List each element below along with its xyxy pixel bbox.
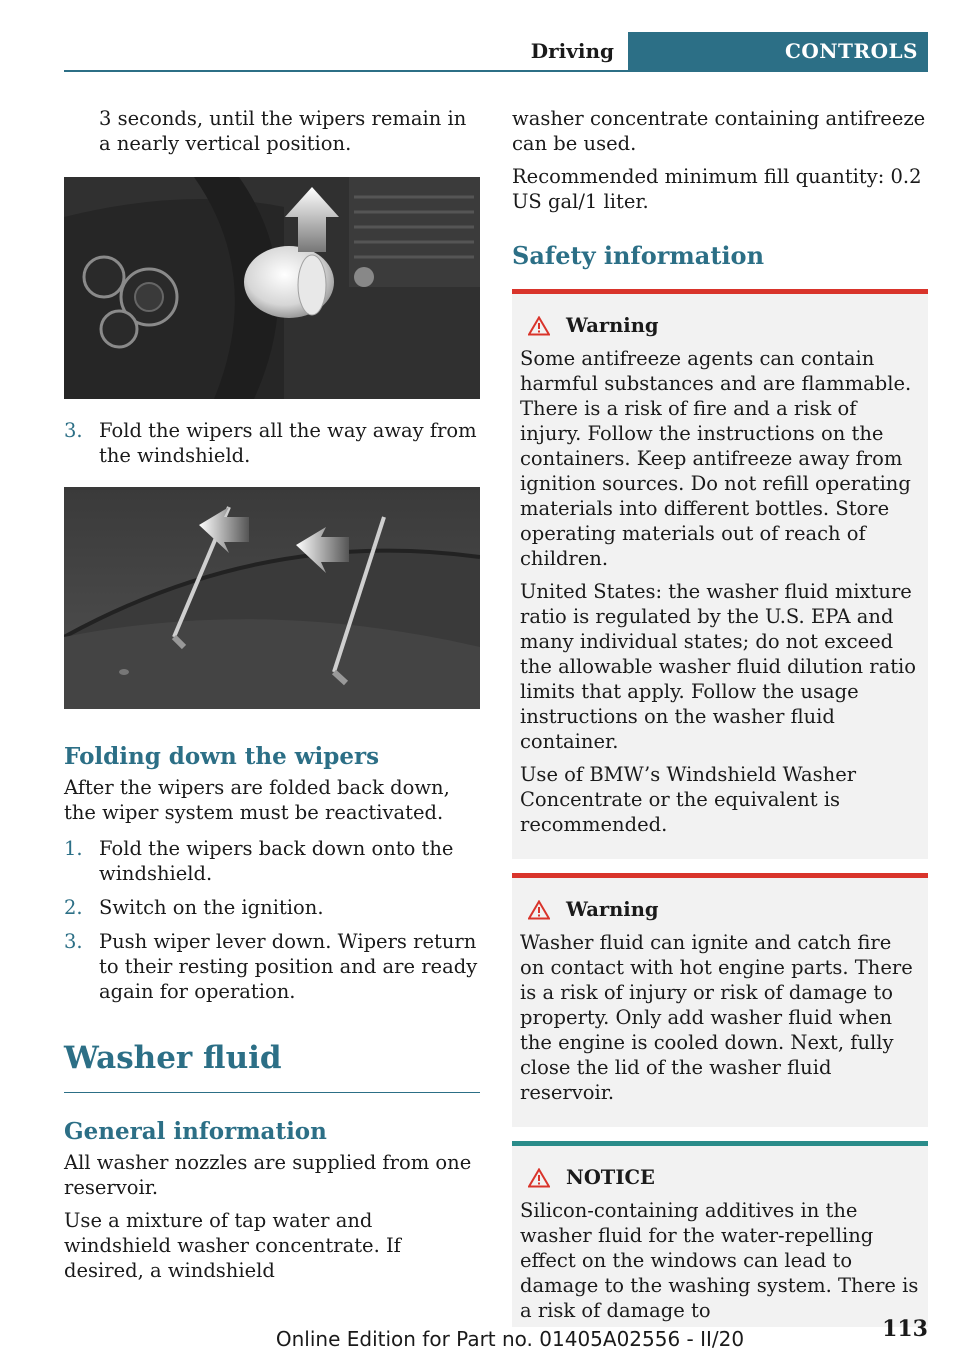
step-number: 3. [64,930,83,953]
left-column [64,106,480,1283]
step-text: Push wiper lever down. Wipers return to their resting position and are ready again for operation. [99,930,478,1003]
warning-box-antifreeze [512,289,928,859]
general-text-2: Use a mixture of tap water and windshield washer concentrate. If desired, a windshield [64,1209,401,1282]
warning-triangle-icon [528,900,550,920]
header-chapter: CONTROLS [628,32,928,70]
fold-away-step [64,418,480,468]
footer-edition: Online Edition for Part no. 01405A02556 - II/20 [275,1327,745,1351]
folding-text: After the wipers are folded back down, the wiper system must be reactivated. [64,776,450,824]
continuation-text-right: washer concentrate containing antifreeze can be used. [512,107,926,155]
warning-text: United States: the washer fluid mixture ratio is regulated by the U.S. EPA and many individual states; do not exceed the allowable washer fluid dilution ratio limits that apply. Follow the usage instructions on the washer fluid container. [520,580,917,753]
safety-info-heading: Safety information [512,241,765,270]
warning-text: Some antifreeze agents can contain harmful substances and are flammable. There is a risk of fire and a risk of injury. Follow the instructions on the containers. Keep antifreeze away from ignition sources. Do not refill operating materials into different bottles. Store operating materials out of reach of children. [520,347,912,570]
warning-header [520,314,920,338]
step-text: Fold the wipers back down onto the windshield. [99,837,454,885]
list-item [64,418,480,468]
folding-heading: Folding down the wipers [64,743,380,770]
notice-text: Silicon-containing additives in the washer fluid for the water-repelling effect on the windows can lead to damage to the washing system. There is a risk of damage to [520,1199,919,1322]
warning-header [520,898,920,922]
list-item [64,929,480,1004]
warning-text: Washer fluid can ignite and catch fire on contact with hot engine parts. There is a risk of injury or risk of damage to property. Only add washer fluid when the engine is cooled down. Next, fully close the lid of the washer fluid reservoir. [520,931,913,1104]
step-text: Switch on the ignition. [99,896,324,919]
list-item [64,895,480,920]
page-number: 113 [882,1316,928,1342]
warning-text: Use of BMW’s Windshield Washer Concentrate or the equivalent is recommended. [520,763,857,836]
warning-triangle-icon [528,316,550,336]
washer-fluid-heading: Washer fluid [64,1040,282,1076]
list-item [64,836,480,886]
step-number: 2. [64,896,83,919]
windshield-wipers-image [64,487,480,709]
folding-steps [64,836,480,1004]
fill-quantity-text: Recommended minimum fill quantity: 0.2 US gal/1 liter. [512,165,922,213]
header-section: Driving [530,39,614,63]
right-column [512,106,928,1327]
warning-box-ignition [512,873,928,1127]
step-number: 1. [64,837,83,860]
notice-title: NOTICE [566,1166,655,1189]
wiper-lever-image [64,177,480,399]
warning-triangle-icon [528,1168,550,1188]
heading-rule [64,1092,480,1093]
general-text-1: All washer nozzles are supplied from one reservoir. [64,1151,472,1199]
notice-box [512,1141,928,1327]
warning-title: Warning [566,898,659,921]
warning-title: Warning [566,314,659,337]
step-number: 3. [64,419,83,442]
continuation-text: 3 seconds, until the wipers remain in a nearly vertical position. [99,107,467,155]
general-info-heading: General information [64,1118,327,1145]
header-rule [64,70,928,72]
step-text: Fold the wipers all the way away from the windshield. [99,419,477,467]
notice-header [520,1166,920,1190]
